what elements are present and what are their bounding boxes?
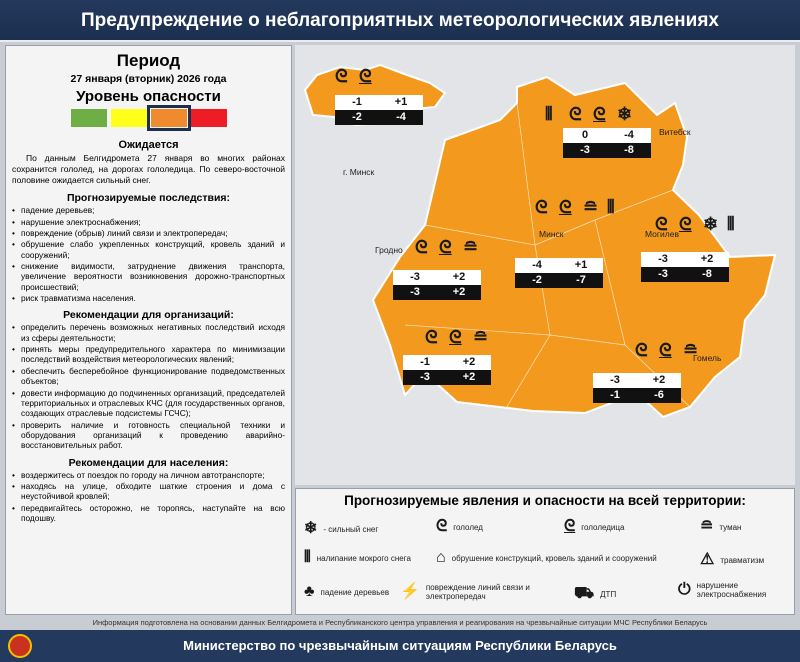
legend-item (436, 549, 676, 567)
temperature-box (515, 258, 603, 288)
legend-label: травматизм (720, 555, 765, 565)
gololed-icon: ᘓ (535, 197, 548, 217)
sneg-icon: ❄ (703, 214, 719, 234)
gololeditsa-icon: ᘓ (679, 214, 692, 234)
tuman-icon: ≘ (463, 237, 479, 257)
night-temperature: +2 (437, 285, 481, 300)
night-temperature: -3 (403, 370, 447, 385)
gololeditsa-icon: ᘓ (439, 237, 452, 257)
city-label: Минск (539, 229, 564, 239)
day-temperature: -4 (515, 258, 559, 273)
region-map (295, 45, 795, 485)
level-red (191, 109, 227, 127)
list-item: • повреждение (обрыв) линий связи и электропередач; (12, 228, 285, 238)
page-title: Предупреждение о неблагоприятных метеорологических явлениях (0, 0, 800, 42)
danger-level-title: Уровень опасности (76, 88, 221, 105)
legend-item (700, 551, 764, 569)
night-temperature: -8 (685, 267, 729, 282)
population-recommendations-list (6, 470, 291, 524)
gololed-icon: ᘓ (635, 340, 648, 360)
night-temperature: -3 (563, 143, 607, 158)
city-label: Гомель (693, 353, 722, 363)
night-temperature: -2 (515, 273, 559, 288)
night-temperature: -3 (641, 267, 685, 282)
day-temperature: -1 (335, 95, 379, 110)
night-temperature: -4 (379, 110, 423, 125)
power-line-icon: ⚡ (400, 583, 420, 600)
plug-icon: ⏻ (678, 581, 691, 598)
tuman-icon: ≘ (583, 197, 599, 217)
day-temperature: -3 (641, 252, 685, 267)
day-temperature: -3 (393, 270, 437, 285)
legend-item (678, 581, 793, 599)
legend-label: повреждение линий связи и электропередач (425, 583, 530, 602)
legend-item (304, 583, 414, 601)
legend-item (564, 518, 624, 536)
legend-item (304, 549, 424, 567)
level-green (71, 109, 107, 127)
temperature-box (393, 270, 481, 300)
source-note: Информация подготовлена на основании данных Белгидромета и Республиканского центра управления и реагирования на чрезвычайные ситуации МЧС Республики Беларусь (92, 618, 708, 627)
day-temperature: +2 (637, 373, 681, 388)
list-item: • проверить наличие и готовность специальной техники и оборудования организаций к проведению аварийно-восстановительных работ. (12, 420, 285, 451)
temperature-box (563, 128, 651, 158)
legend-label: туман (719, 522, 742, 532)
gololed-icon: ᘓ (569, 104, 582, 124)
list-item: • падение деревьев; (12, 205, 285, 215)
left-panel (5, 45, 292, 615)
legend-label: налипание мокрого снега (316, 553, 411, 563)
city-label: Могилев (645, 229, 679, 239)
legend-item (700, 518, 741, 536)
city-label: г. Минск (343, 167, 375, 177)
legend-panel (295, 488, 795, 615)
day-temperature: +1 (379, 95, 423, 110)
gololed-icon: ᘓ (436, 518, 448, 535)
gololed-icon: ᘓ (425, 327, 438, 347)
temperature-box (403, 355, 491, 385)
list-item: • риск травматизма населения. (12, 293, 285, 303)
night-temperature: -2 (335, 110, 379, 125)
gololeditsa-icon: ᘓ (559, 197, 572, 217)
gololeditsa-icon: ᘓ (659, 340, 672, 360)
list-item: • определить перечень возможных негативных последствий исходя из сферы деятельности; (12, 322, 285, 343)
legend-item (304, 520, 378, 538)
day-temperature: -3 (593, 373, 637, 388)
consequences-title: Прогнозируемые последствия: (66, 192, 231, 205)
city-label: Гродно (375, 245, 403, 255)
gololeditsa-icon: ᘓ (564, 518, 576, 535)
list-item: • довести информацию до подчиненных организаций, председателей территориальных и отраслевых КЧС (для государственных органов, создающих отраслевые подсистемы ГСЧС); (12, 388, 285, 419)
day-temperature: +1 (559, 258, 603, 273)
city-label: Витебск (659, 127, 691, 137)
list-item: • обеспечить бесперебойное функционирование подведомственных объектов; (12, 366, 285, 387)
nalipanie-icon: ⫴ (545, 104, 553, 124)
gololed-icon: ᘓ (655, 214, 668, 234)
legend-item (574, 585, 616, 603)
day-temperature: +2 (447, 355, 491, 370)
fog-icon: ≘ (700, 518, 714, 535)
mchs-logo-icon (8, 634, 32, 658)
population-recommendations-title: Рекомендации для населения: (68, 456, 229, 469)
list-item: • находясь на улице, обходите шаткие строения и дома с неустойчивой кровлей; (12, 481, 285, 502)
night-temperature: -6 (637, 388, 681, 403)
injury-icon: ⚠ (700, 551, 715, 568)
day-temperature: -4 (607, 128, 651, 143)
snowflake-icon: ❄ (304, 520, 318, 537)
legend-title: Прогнозируемые явления и опасности на всей территории: (344, 493, 746, 508)
nalipanie-icon: ⫴ (727, 214, 735, 234)
list-item: • обрушение слабо укрепленных конструкций, кровель зданий и сооружений; (12, 239, 285, 260)
level-orange-selected (151, 109, 187, 127)
temperature-box (641, 252, 729, 282)
legend-label: обрушение конструкций, кровель зданий и сооружений (451, 553, 657, 563)
level-yellow (111, 109, 147, 127)
footer-title: Министерство по чрезвычайным ситуациям Республики Беларусь (0, 630, 800, 662)
list-item: • передвигайтесь осторожно, не торопясь, наступайте на всю подошву. (12, 503, 285, 524)
temperature-box (335, 95, 423, 125)
list-item: • нарушение электроснабжения; (12, 217, 285, 227)
night-temperature: +2 (447, 370, 491, 385)
sneg-icon: ❄ (617, 104, 633, 124)
car-crash-icon: ⛟ (574, 585, 595, 602)
gololed-icon: ᘓ (415, 237, 428, 257)
collapse-icon: ⌂ (436, 549, 446, 566)
expected-title: Ожидается (118, 139, 179, 151)
night-temperature: -7 (559, 273, 603, 288)
tuman-icon: ≘ (473, 327, 489, 347)
tree-icon: ♣ (304, 583, 315, 600)
wet-snow-icon: ⫴ (304, 549, 311, 566)
tuman-icon: ≘ (683, 340, 699, 360)
gololeditsa-icon: ᘓ (593, 104, 606, 124)
org-recommendations-title: Рекомендации для организаций: (63, 309, 234, 322)
gololed-icon: ᘓ (335, 66, 348, 86)
expected-text: По данным Белгидромета 27 января во многих районах сохранится гололед, на дорогах гололедица. По северо-восточной половине ожидается сильный снег. (12, 153, 285, 186)
period-title: Период (116, 51, 181, 70)
consequences-list (6, 205, 291, 303)
night-temperature: -8 (607, 143, 651, 158)
org-recommendations-list (6, 322, 291, 450)
legend-label: гололед (453, 522, 483, 532)
nalipanie-icon: ⫴ (607, 197, 615, 217)
legend-label: гололедица (581, 522, 625, 532)
danger-level-scale (6, 109, 291, 127)
day-temperature: 0 (563, 128, 607, 143)
gololeditsa-icon: ᘓ (359, 66, 372, 86)
day-temperature: -1 (403, 355, 447, 370)
legend-label: ДТП (600, 589, 617, 599)
legend-item (400, 583, 580, 601)
day-temperature: +2 (685, 252, 729, 267)
temperature-box (593, 373, 681, 403)
legend-label: - сильный снег (323, 524, 379, 534)
legend-item (436, 518, 483, 536)
night-temperature: -3 (393, 285, 437, 300)
period-date: 27 января (вторник) 2026 года (70, 73, 227, 85)
day-temperature: +2 (437, 270, 481, 285)
list-item: • принять меры предупредительного характера по минимизации последствий воздействия метеорологических явлений; (12, 344, 285, 365)
list-item: • снижение видимости, затруднение движения транспорта, увеличение вероятности возникновения дорожно-транспортных происшествий; (12, 261, 285, 292)
legend-label: падение деревьев (320, 587, 390, 597)
list-item: • воздержитесь от поездок по городу на личном автотранспорте; (12, 470, 285, 480)
legend-label: нарушение электроснабжения (696, 581, 767, 600)
gololeditsa-icon: ᘓ (449, 327, 462, 347)
night-temperature: -1 (593, 388, 637, 403)
